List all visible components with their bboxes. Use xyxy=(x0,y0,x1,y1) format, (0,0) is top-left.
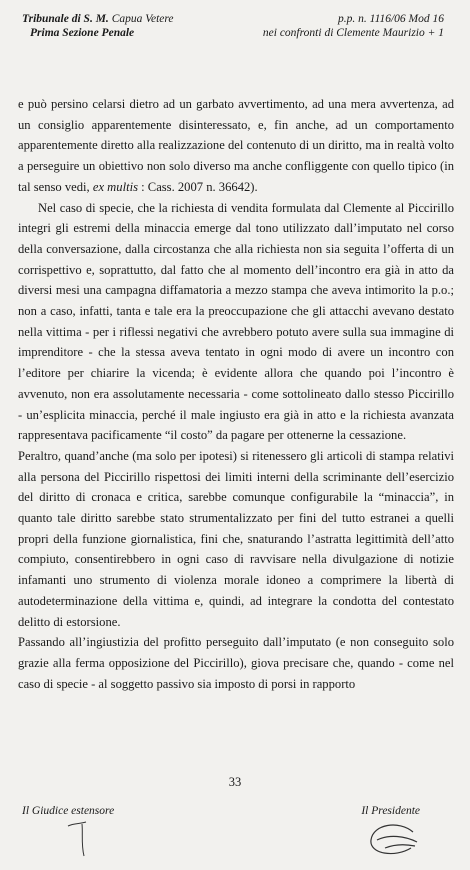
footer-judge-label: Il Giudice estensore xyxy=(22,805,115,817)
paragraph-2: Nel caso di specie, che la richiesta di vendita formulata dal Clemente al Piccirillo integri gli estremi della minaccia emerge dal tono utilizzato dall’imputato nel corso della conversazione, dalla circostanza che alla richiesta non sia seguita l’offerta di un corrispettivo e, soprattutto, dal fatto che al momento dell’incontro era già in atto da diversi mesi una campagna diffamatoria a mezzo stampa che aveva intimorito la p.o.; non a caso, infatti, tanta e tale era la preoccupazione che gli attacchi avevano destato nella vittima - per i riflessi negativi che avrebbero potuto avere sulla sua immagine di imprenditore - che la stessa aveva tentato in ogni modo di avere un incontro con l’editore per chiarire la vicenda; è evidente allora che quando poi l’incontro è avvenuto, non era assolutamente necessaria - come sottolineato dallo stesso Piccirillo - un’esplicita minaccia, perché il male ingiusto era già in atto e la richiesta avanzata rappresentava pacificamente “il costo” da pagare per ottenerne la cessazione. xyxy=(18,200,454,443)
document-body xyxy=(18,94,454,694)
paragraph-1-italic: ex multis xyxy=(92,179,138,194)
court-name xyxy=(22,12,174,26)
header-left xyxy=(22,12,174,40)
section-name: Prima Sezione Penale xyxy=(30,27,135,39)
president-signature-mark xyxy=(355,818,435,866)
court-name-part2: Capua Vetere xyxy=(111,13,174,25)
paragraph-1 xyxy=(18,94,454,198)
paragraph-3: Peraltro, quand’anche (ma solo per ipotesi) si ritenessero gli articoli di stampa relativi alla persona del Piccirillo rispettosi dei limiti interni della scriminante dell’esercizio del diritto di cronaca e critica, sarebbe comunque configurabile la “minaccia”, in quanto tale diritto sarebbe stato strumentalizzato per fini del tutto estranei a quelli propri della funzione giornalistica, fini che, snaturando l’astratta legittimità dell’atto compiuto, consentirebbero in ogni caso di ravvisare nella divulgazione di notizie infamanti uno strumento di violenza morale idoneo a comprimere la libertà di autodeterminazione della vittima e, quindi, ad integrare la condotta del contestato delitto di estorsione. xyxy=(18,448,454,629)
paragraph-1-end: : Cass. 2007 n. 36642). xyxy=(141,179,258,194)
paragraph-1-text: e può persino celarsi dietro ad un garbato avvertimento, ad una mera avvertenza, ad un consiglio apparentemente disinteressato, e, fin anche, ad un comportamento apparentemente diretto alla realizzazione del contenuto di un diritto, ma in realtà volto a perseguire un obiettivo non solo diverso ma anche confliggente con quello tipico (in tal senso vedi, xyxy=(18,97,454,194)
footer-president-label: Il Presidente xyxy=(361,805,420,817)
paragraph-4: Passando all’ingiustizia del profitto perseguito dall’imputato (e non conseguito solo grazie alla ferma opposizione del Piccirillo), giova precisare che, quando - come nel caso di specie - al soggetto passivo sia imposto di porsi in rapporto xyxy=(18,635,454,691)
court-name-part1: Tribunale di S. M. xyxy=(22,13,109,25)
judge-signature-mark xyxy=(60,818,110,860)
header-right xyxy=(263,12,444,40)
case-parties: nei confronti di Clemente Maurizio + 1 xyxy=(262,27,444,39)
page-number: 33 xyxy=(228,775,242,789)
case-number: p.p. n. 1116/06 Mod 16 xyxy=(338,13,444,25)
